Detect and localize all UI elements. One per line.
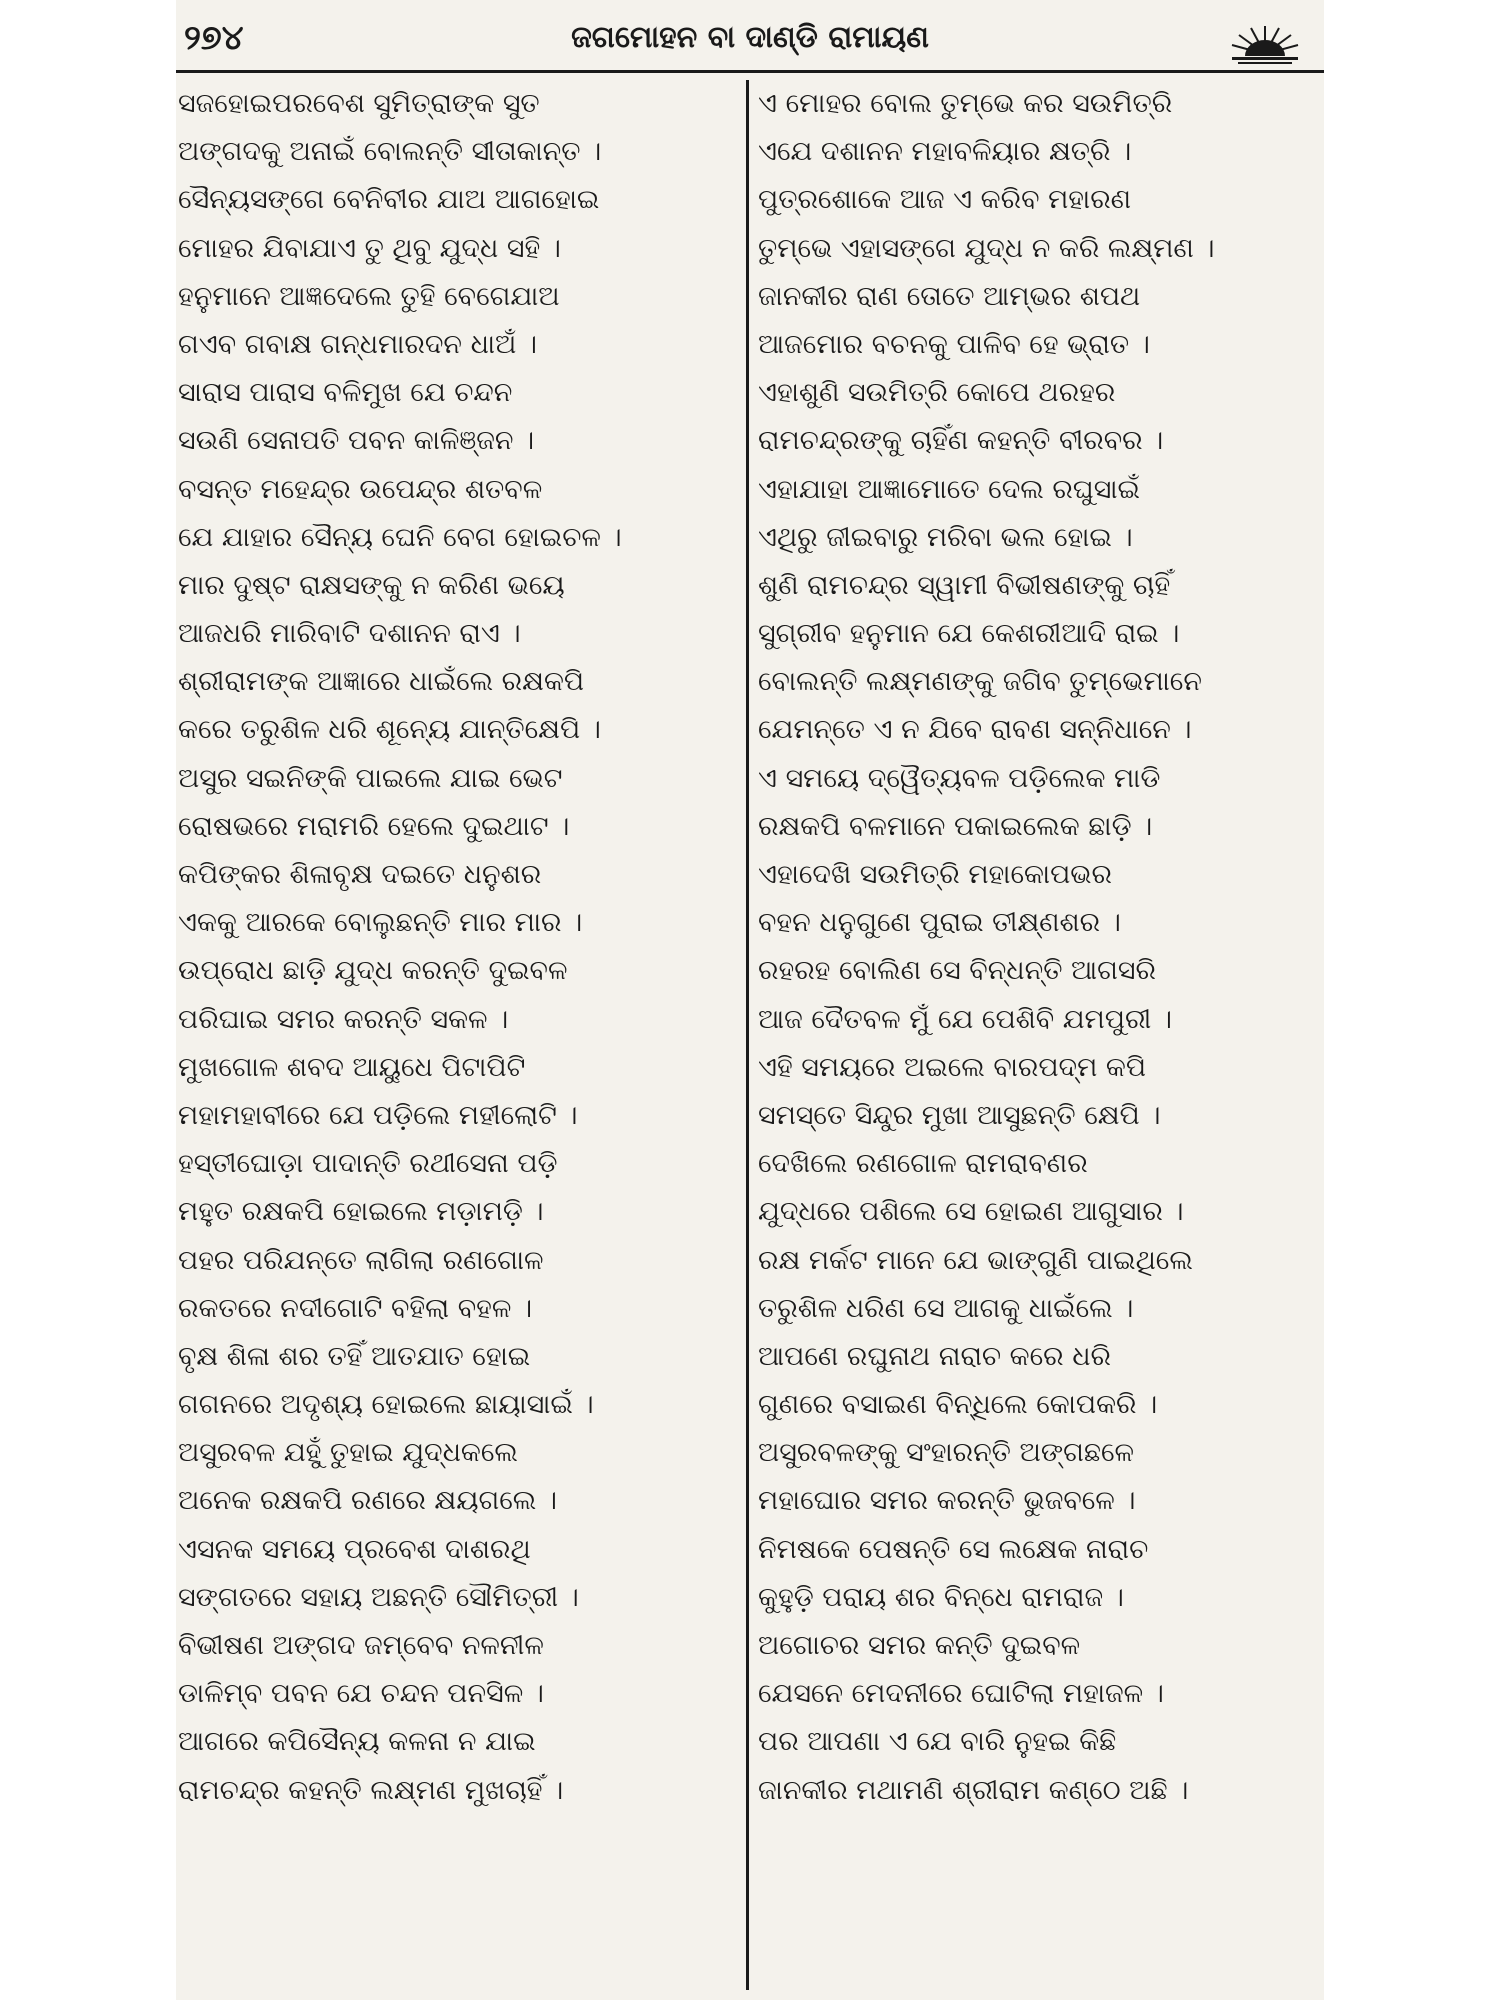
verse-line: ଏହାଯାହା ଆଜ୍ଞାମୋତେ ଦେଲ ରଘୁସାଇଁ: [758, 473, 1140, 505]
verse-line: ନିମଷକେ ପେଷନ୍ତି ସେ ଲକ୍ଷେକ ନାରାଚ: [758, 1533, 1149, 1565]
verse-line: ତୁମ୍ଭେ ଏହାସଙ୍ଗେ ଯୁଦ୍ଧ ନ କରି ଲକ୍ଷ୍ମଣ ।: [758, 232, 1215, 264]
right-verse-column: [758, 80, 1318, 1990]
verse-line: ଶୁଣି ରାମଚନ୍ଦ୍ର ସ୍ୱାମୀ ବିଭୀଷଣଙ୍କୁ ଚାହିଁ: [758, 569, 1171, 601]
verse-line: ରକ୍ଷକପି ବଳମାନେ ପକାଇଲେକ ଛାଡ଼ି ।: [758, 810, 1153, 842]
verse-line: ଏହାଶୁଣି ସଉମିତ୍ରି କୋପେ ଥରହର: [758, 377, 1116, 409]
verse-line: ସୈନ୍ୟସଙ୍ଗେ ବେନିବୀର ଯାଅ ଆଗହୋଇ: [178, 184, 600, 216]
verse-line: ଅସୁର ସଇନିଙ୍କି ପାଇଲେ ଯାଇ ଭେଟ: [178, 762, 563, 794]
running-title: ଜଗମୋହନ ବା ଦାଣ୍ଡି ରାମାୟଣ: [571, 20, 929, 55]
verse-line: ରାମଚନ୍ଦ୍ରଙ୍କୁ ଚାହିଁଣ କହନ୍ତି ବୀରବର ।: [758, 425, 1164, 457]
verse-line: ବିଭୀଷଣ ଅଙ୍ଗଦ ଜମ୍ବେବ ନଳନୀଳ: [178, 1630, 544, 1661]
verse-line: ବସନ୍ତ ମହେନ୍ଦ୍ର ଉପେନ୍ଦ୍ର ଶତବଳ: [178, 473, 543, 505]
verse-line: ମହାଘୋର ସମର କରନ୍ତି ଭୁଜବଳେ ।: [758, 1485, 1136, 1517]
verse-line: ଆଗରେ କପିସୈନ୍ୟ କଳନା ନ ଯାଇ: [178, 1726, 536, 1758]
verse-line: ଆପଣେ ରଘୁନାଥ ନାରାଚ କରେ ଧରି: [758, 1340, 1111, 1372]
verse-line: ହନୁମାନେ ଆଜ୍ଞଦେଲେ ତୁହି ବେଗେଯାଅ: [178, 280, 560, 312]
verse-line: ମାର ଦୁଷ୍ଟ ରାକ୍ଷସଙ୍କୁ ନ କରିଣ ଭୟେ: [178, 569, 565, 601]
verse-line: ଏଯେ ଦଶାନନ ମହାବଳିୟାର କ୍ଷତ୍ରି ।: [758, 136, 1132, 168]
verse-line: ଗଏବ ଗବାକ୍ଷ ଗନ୍ଧମାରଦନ ଧାଅଁ ।: [178, 328, 538, 360]
verse-line: ମହାମହାବୀରେ ଯେ ପଡ଼ିଲେ ମହୀଲୋଟି ।: [178, 1099, 578, 1131]
verse-line: ଆଜଧରି ମାରିବାଟି ଦଶାନନ ରାଏ ।: [178, 618, 521, 650]
verse-line: ସଙ୍ଗତରେ ସହାୟ ଅଛନ୍ତି ସୌମିତ୍ରୀ ।: [178, 1581, 579, 1613]
verse-line: ତରୁଶିଳ ଧରିଣ ସେ ଆଗକୁ ଧାଇଁଲେ ।: [758, 1292, 1134, 1324]
verse-line: ଗୁଣରେ ବସାଇଣ ବିନ୍ଧିଲେ କୋପକରି ।: [758, 1389, 1158, 1421]
verse-line: ଏଥିରୁ ଜୀଇବାରୁ ମରିବା ଭଲ ହୋଇ ।: [758, 521, 1133, 553]
verse-line: ଗଗନରେ ଅଦୃଶ୍ୟ ହୋଇଲେ ଛାୟାସାଇଁ ।: [178, 1389, 594, 1421]
verse-line: ଏ ମୋହର ବୋଲ ତୁମ୍ଭେ କର ସଉମିତ୍ରି: [758, 88, 1173, 119]
verse-line: ରୋଷଭରେ ମରାମରି ହେଲେ ଦୁଇଥାଟ ।: [178, 810, 570, 842]
verse-line: କରେ ତରୁଶିଳ ଧରି ଶୂନ୍ୟେ ଯାନ୍ତିକ୍ଷେପି ।: [178, 714, 601, 746]
verse-line: ଡାଳିମ୍ବ ପବନ ଯେ ଚନ୍ଦନ ପନସିଳ ।: [178, 1678, 544, 1710]
verse-line: ଏହାଦେଖି ସଉମିତ୍ରି ମହାକୋପଭର: [758, 859, 1112, 890]
header-rule: [176, 70, 1324, 73]
column-divider: [746, 80, 749, 1990]
verse-line: ଅଙ୍ଗଦକୁ ଅନାଇଁ ବୋଲନ୍ତି ସୀତାକାନ୍ତ ।: [178, 136, 602, 168]
verse-line: ଅସୁରବଳ ଯହୁଁ ତୁହାଇ ଯୁଦ୍ଧକଲେ: [178, 1437, 518, 1469]
rising-sun-logo-icon: [1228, 22, 1302, 66]
verse-line: ବୃକ୍ଷ ଶିଳା ଶର ତହିଁ ଆତଯାତ ହୋଇ: [178, 1340, 531, 1372]
verse-line: ରକତରେ ନଦୀଗୋଟି ବହିଲା ବହଳ ।: [178, 1292, 533, 1324]
verse-line: ପରିଘାଇ ସମର କରନ୍ତି ସକଳ ।: [178, 1003, 509, 1035]
verse-line: ଏକକୁ ଆରକେ ବୋଲୁଛନ୍ତି ମାର ମାର ।: [178, 907, 583, 939]
verse-line: ହସ୍ତୀଘୋଡ଼ା ପାଦାନ୍ତି ରଥୀସେନା ପଡ଼ି: [178, 1148, 558, 1180]
verse-line: ସଜହୋଇପରବେଶ ସୁମିତ୍ରାଙ୍କ ସୁତ: [178, 88, 540, 119]
verse-line: ଯୁଦ୍ଧରେ ପଶିଲେ ସେ ହୋଇଣ ଆଗୁସାର ।: [758, 1196, 1184, 1228]
verse-line: ରାମଚନ୍ଦ୍ର କହନ୍ତି ଲକ୍ଷ୍ମଣ ମୁଖଚାହିଁ ।: [178, 1774, 564, 1806]
verse-line: ଜାନକୀର ମଥାମଣି ଶ୍ରୀରାମ କଣ୍ଠେ ଅଛି ।: [758, 1774, 1189, 1806]
verse-line: ଉପ୍ରୋଧ ଛାଡ଼ି ଯୁଦ୍ଧ କରନ୍ତି ଦୁଇବଳ: [178, 955, 568, 987]
verse-line: ଏ ସମୟେ ଦ୍ୱୈତ୍ୟବଳ ପଡ଼ିଲେକ ମାଡି: [758, 762, 1161, 794]
verse-line: ଏସନକ ସମୟେ ପ୍ରବେଶ ଦାଶରଥି: [178, 1533, 531, 1565]
verse-line: ଅଗୋଚର ସମର କନ୍ତି ଦୁଇବଳ: [758, 1630, 1081, 1661]
verse-line: ପର ଆପଣା ଏ ଯେ ବାରି ନୁହଇ କିଛି: [758, 1726, 1117, 1758]
verse-line: ସୁଗ୍ରୀବ ହନୁମାନ ଯେ କେଶରୀଆଦି ରାଇ ।: [758, 618, 1180, 650]
verse-line: ବହନ ଧନୁଗୁଣେ ପୁରାଇ ତୀକ୍ଷ୍ଣଶର ।: [758, 907, 1121, 939]
verse-line: ଦେଖିଲେ ରଣଗୋଳ ରାମରାବଣର: [758, 1148, 1088, 1180]
verse-line: ଜାନକୀର ରାଣ ତୋତେ ଆମ୍ଭର ଶପଥ: [758, 280, 1141, 312]
page-number: ୨୭୪: [184, 18, 244, 58]
verse-line: ଏହି ସମୟରେ ଅଇଲେ ବାରପଦ୍ମ କପି: [758, 1051, 1147, 1083]
verse-line: ଆଜ ଦୈତବଳ ମୁଁ ଯେ ପେଶିବି ଯମପୁରୀ ।: [758, 1003, 1173, 1035]
verse-line: କୁହୁଡ଼ି ପରାୟ ଶର ବିନ୍ଧେ ରାମରାଜ ।: [758, 1581, 1124, 1613]
verse-columns: [176, 80, 1324, 1990]
verse-line: ଯେମନ୍ତେ ଏ ନ ଯିବେ ରାବଣ ସନ୍ନିଧାନେ ।: [758, 714, 1192, 746]
book-page: [176, 0, 1324, 2000]
verse-line: ସମସ୍ତେ ସିନ୍ଦୁର ମୁଖା ଆସୁଛନ୍ତି କ୍ଷେପି ।: [758, 1099, 1161, 1131]
verse-line: ଆଜମୋର ବଚନକୁ ପାଳିବ ହେ ଭ୍ରାତ ।: [758, 328, 1150, 360]
verse-line: ରହରହ ବୋଲିଣ ସେ ବିନ୍ଧନ୍ତି ଆଗସରି: [758, 955, 1156, 987]
verse-line: ରକ୍ଷ ମର୍କଟ ମାନେ ଯେ ଭାଙ୍ଗୁଣି ପାଇଥିଲେ: [758, 1244, 1193, 1276]
verse-line: ବୋଲନ୍ତି ଲକ୍ଷ୍ମଣଙ୍କୁ ଜଗିବ ତୁମ୍ଭେମାନେ: [758, 666, 1202, 698]
verse-line: ଯେ ଯାହାର ସୈନ୍ୟ ଘେନି ବେଗ ହୋଇଚଳ ।: [178, 521, 622, 553]
verse-line: ପହର ପରିଯନ୍ତେ ଲାଗିଲା ରଣଗୋଳ: [178, 1244, 544, 1276]
verse-line: ଅସୁରବଳଙ୍କୁ ସଂହାରନ୍ତି ଅଙ୍ଗଛଳେ: [758, 1437, 1135, 1469]
left-verse-column: [178, 80, 738, 1990]
verse-line: ସଉଣି ସେନାପତି ପବନ କାଳିଞ୍ଜନ ।: [178, 425, 535, 457]
verse-line: ଅନେକ ରକ୍ଷକପି ରଣରେ କ୍ଷୟଗଲେ ।: [178, 1485, 558, 1517]
verse-line: ମୋହର ଯିବାଯାଏ ତୁ ଥିବୁ ଯୁଦ୍ଧ ସହି ।: [178, 232, 561, 264]
verse-line: ଯେସନେ ମେଦନୀରେ ଘୋଟିଲା ମହାଜଳ ।: [758, 1678, 1164, 1710]
page-header: [176, 14, 1324, 66]
verse-line: ପୁତ୍ରଶୋକେ ଆଜ ଏ କରିବ ମହାରଣ: [758, 184, 1132, 216]
verse-line: ସାରାସ ପାରାସ ବଳିମୁଖ ଯେ ଚନ୍ଦନ: [178, 377, 513, 409]
verse-line: ମୁଖଗୋଳ ଶବଦ ଆୟୁଧେ ପିଟାପିଟି: [178, 1051, 526, 1083]
verse-line: କପିଙ୍କର ଶିଳାବୃକ୍ଷ ଦଇତେ ଧନୁଶର: [178, 859, 542, 890]
verse-line: ମହୁତ ରକ୍ଷକପି ହୋଇଲେ ମଡ଼ାମଡ଼ି ।: [178, 1196, 544, 1228]
verse-line: ଶ୍ରୀରାମଙ୍କ ଆଜ୍ଞାରେ ଧାଇଁଲେ ରକ୍ଷକପି: [178, 666, 585, 698]
